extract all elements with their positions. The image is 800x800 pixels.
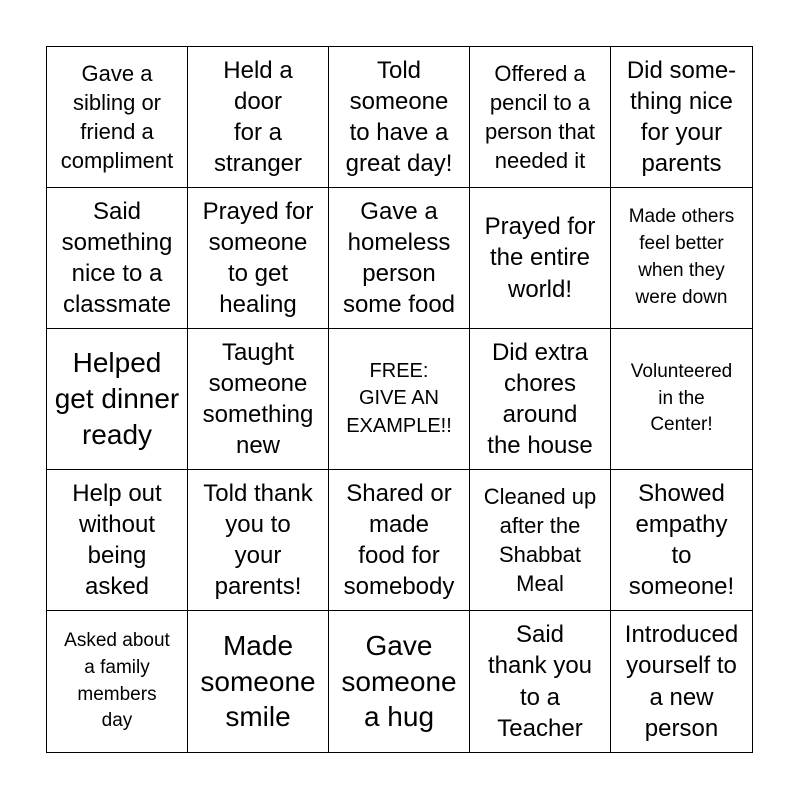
bingo-square[interactable] — [188, 611, 329, 752]
bingo-square[interactable] — [329, 470, 470, 611]
bingo-square[interactable] — [47, 329, 188, 470]
bingo-square[interactable] — [329, 188, 470, 329]
square-label: Gave a sibling or friend a compliment — [60, 60, 174, 174]
square-label: Said thank you to a Teacher — [487, 621, 593, 742]
bingo-square[interactable] — [329, 47, 470, 188]
square-label: Gave someone a hug — [341, 629, 457, 733]
square-label: Told someone to have a great day! — [345, 56, 453, 178]
free-square-label: FREE: GIVE AN EXAMPLE!! — [346, 359, 452, 437]
bingo-square[interactable] — [47, 188, 188, 329]
square-label: Gave a homeless person some food — [342, 197, 456, 319]
square-label: Said something nice to a classmate — [61, 197, 173, 319]
square-label: Volunteered in the Center! — [630, 360, 733, 436]
square-label: Prayed for the entire world! — [484, 213, 596, 303]
square-label: Taught someone something new — [202, 338, 314, 460]
square-label: Prayed for someone to get healing — [202, 197, 314, 319]
bingo-square[interactable] — [470, 188, 611, 329]
bingo-square[interactable] — [611, 470, 752, 611]
bingo-square[interactable] — [611, 47, 752, 188]
bingo-square[interactable] — [188, 470, 329, 611]
bingo-square[interactable] — [188, 47, 329, 188]
bingo-square[interactable] — [188, 188, 329, 329]
square-label: Help out without being asked — [72, 479, 162, 601]
square-label: Made others feel better when they were down — [628, 206, 735, 308]
square-label: Introduced yourself to a new person — [624, 621, 739, 742]
square-label: Made someone smile — [200, 629, 316, 733]
square-label: Helped get dinner ready — [54, 347, 180, 450]
square-label: Did extra chores around the house — [487, 338, 593, 460]
square-label: Showed empathy to someone! — [628, 479, 735, 601]
square-label: Told thank you to your parents! — [203, 479, 313, 601]
bingo-square[interactable] — [47, 611, 188, 752]
square-label: Shared or made food for somebody — [343, 479, 455, 601]
free-square[interactable] — [329, 329, 470, 470]
square-label: Asked about a family members day — [64, 629, 170, 732]
square-label: Held a door for a stranger — [213, 56, 303, 178]
bingo-square[interactable] — [470, 47, 611, 188]
bingo-square[interactable] — [611, 329, 752, 470]
square-label: Did some- thing nice for your parents — [626, 56, 737, 178]
bingo-square[interactable] — [47, 470, 188, 611]
square-label: Offered a pencil to a person that needed it — [484, 60, 596, 174]
bingo-square[interactable] — [470, 611, 611, 752]
bingo-square[interactable] — [188, 329, 329, 470]
bingo-square[interactable] — [470, 470, 611, 611]
bingo-square[interactable] — [611, 611, 752, 752]
bingo-square[interactable] — [611, 188, 752, 329]
bingo-square[interactable] — [329, 611, 470, 752]
bingo-square[interactable] — [47, 47, 188, 188]
bingo-square[interactable] — [470, 329, 611, 470]
square-label: Cleaned up after the Shabbat Meal — [483, 483, 597, 597]
bingo-card — [46, 46, 753, 753]
